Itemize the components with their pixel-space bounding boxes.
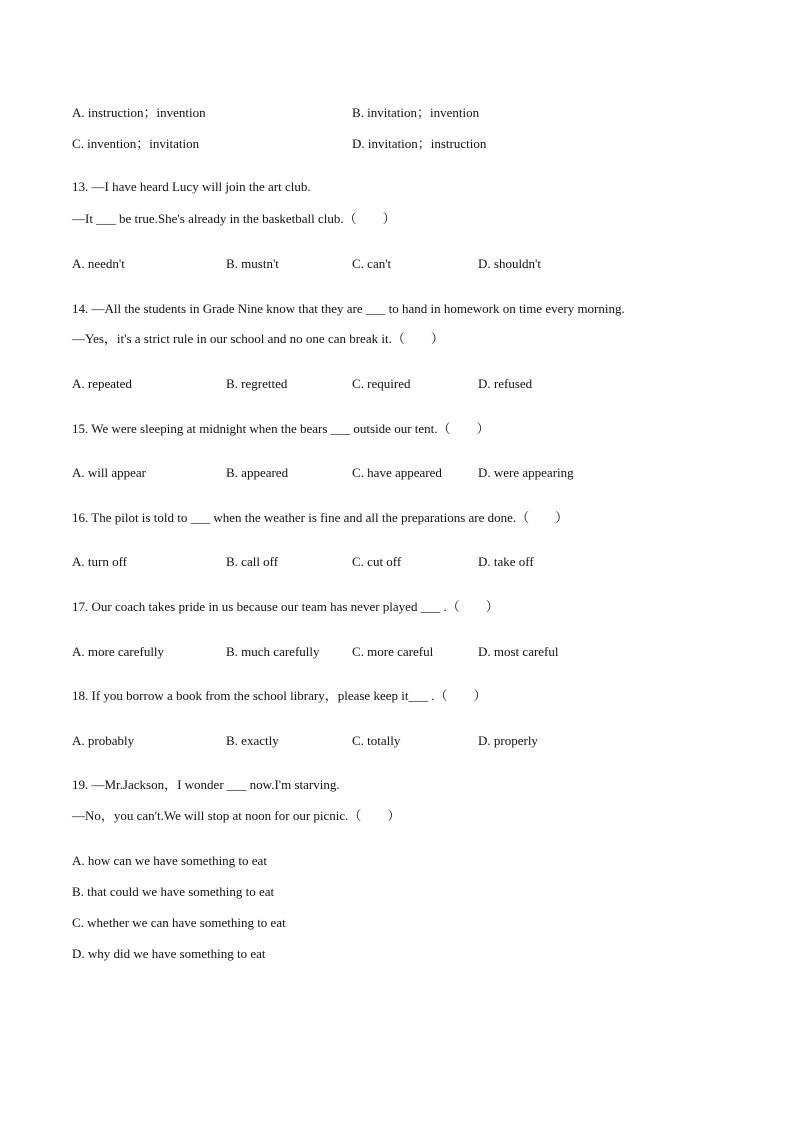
q19-option-d[interactable]: D. why did we have something to eat xyxy=(72,946,266,961)
q17-option-d[interactable]: D. most careful xyxy=(478,644,559,659)
q15-option-b[interactable]: B. appeared xyxy=(226,465,289,480)
q18-option-c[interactable]: C. totally xyxy=(352,733,401,748)
q14-stem: 14. —All the students in Grade Nine know that they are ___ to hand in homework on time every morning. xyxy=(72,301,625,316)
q15-option-c[interactable]: C. have appeared xyxy=(352,465,442,480)
q18-option-a[interactable]: A. probably xyxy=(72,733,135,748)
q13-option-b[interactable]: B. mustn't xyxy=(226,256,279,271)
q13-option-a[interactable]: A. needn't xyxy=(72,256,125,271)
q14-option-c[interactable]: C. required xyxy=(352,376,411,391)
q15-option-d[interactable]: D. were appearing xyxy=(478,465,574,480)
q17-option-c[interactable]: C. more careful xyxy=(352,644,434,659)
q15-stem: 15. We were sleeping at midnight when the bears ___ outside our tent.（ ） xyxy=(72,421,490,436)
q19-option-c[interactable]: C. whether we can have something to eat xyxy=(72,915,286,930)
q16-option-d[interactable]: D. take off xyxy=(478,554,534,569)
q16-option-a[interactable]: A. turn off xyxy=(72,554,128,569)
q16-option-b[interactable]: B. call off xyxy=(226,554,279,569)
q14-option-d[interactable]: D. refused xyxy=(478,376,533,391)
q12-option-d[interactable]: D. invitation；instruction xyxy=(352,136,487,151)
q13-stem: 13. —I have heard Lucy will join the art club. xyxy=(72,179,311,194)
q12-option-b[interactable]: B. invitation；invention xyxy=(352,105,480,120)
q17-option-b[interactable]: B. much carefully xyxy=(226,644,320,659)
q14-option-a[interactable]: A. repeated xyxy=(72,376,132,391)
q18-option-b[interactable]: B. exactly xyxy=(226,733,279,748)
q18-stem: 18. If you borrow a book from the school library，please keep it___ .（ ） xyxy=(72,688,487,703)
q15-option-a[interactable]: A. will appear xyxy=(72,465,147,480)
q13-reply: —It ___ be true.She's already in the basketball club.（ ） xyxy=(72,211,396,226)
q16-stem: 16. The pilot is told to ___ when the weather is fine and all the preparations are done.（ ） xyxy=(72,510,569,525)
q19-reply: —No，you can't.We will stop at noon for our picnic.（ ） xyxy=(72,808,401,823)
q18-option-d[interactable]: D. properly xyxy=(478,733,538,748)
q13-option-c[interactable]: C. can't xyxy=(352,256,392,271)
q19-stem: 19. —Mr.Jackson，I wonder ___ now.I'm starving. xyxy=(72,777,340,792)
q12-option-a[interactable]: A. instruction；invention xyxy=(72,105,206,120)
q19-option-b[interactable]: B. that could we have something to eat xyxy=(72,884,275,899)
q17-option-a[interactable]: A. more carefully xyxy=(72,644,165,659)
q14-reply: —Yes，it's a strict rule in our school and no one can break it.（ ） xyxy=(72,331,444,346)
q12-option-c[interactable]: C. invention；invitation xyxy=(72,136,200,151)
q17-stem: 17. Our coach takes pride in us because our team has never played ___ .（ ） xyxy=(72,599,499,614)
q13-option-d[interactable]: D. shouldn't xyxy=(478,256,542,271)
q19-option-a[interactable]: A. how can we have something to eat xyxy=(72,853,267,868)
q16-option-c[interactable]: C. cut off xyxy=(352,554,402,569)
q14-option-b[interactable]: B. regretted xyxy=(226,376,288,391)
